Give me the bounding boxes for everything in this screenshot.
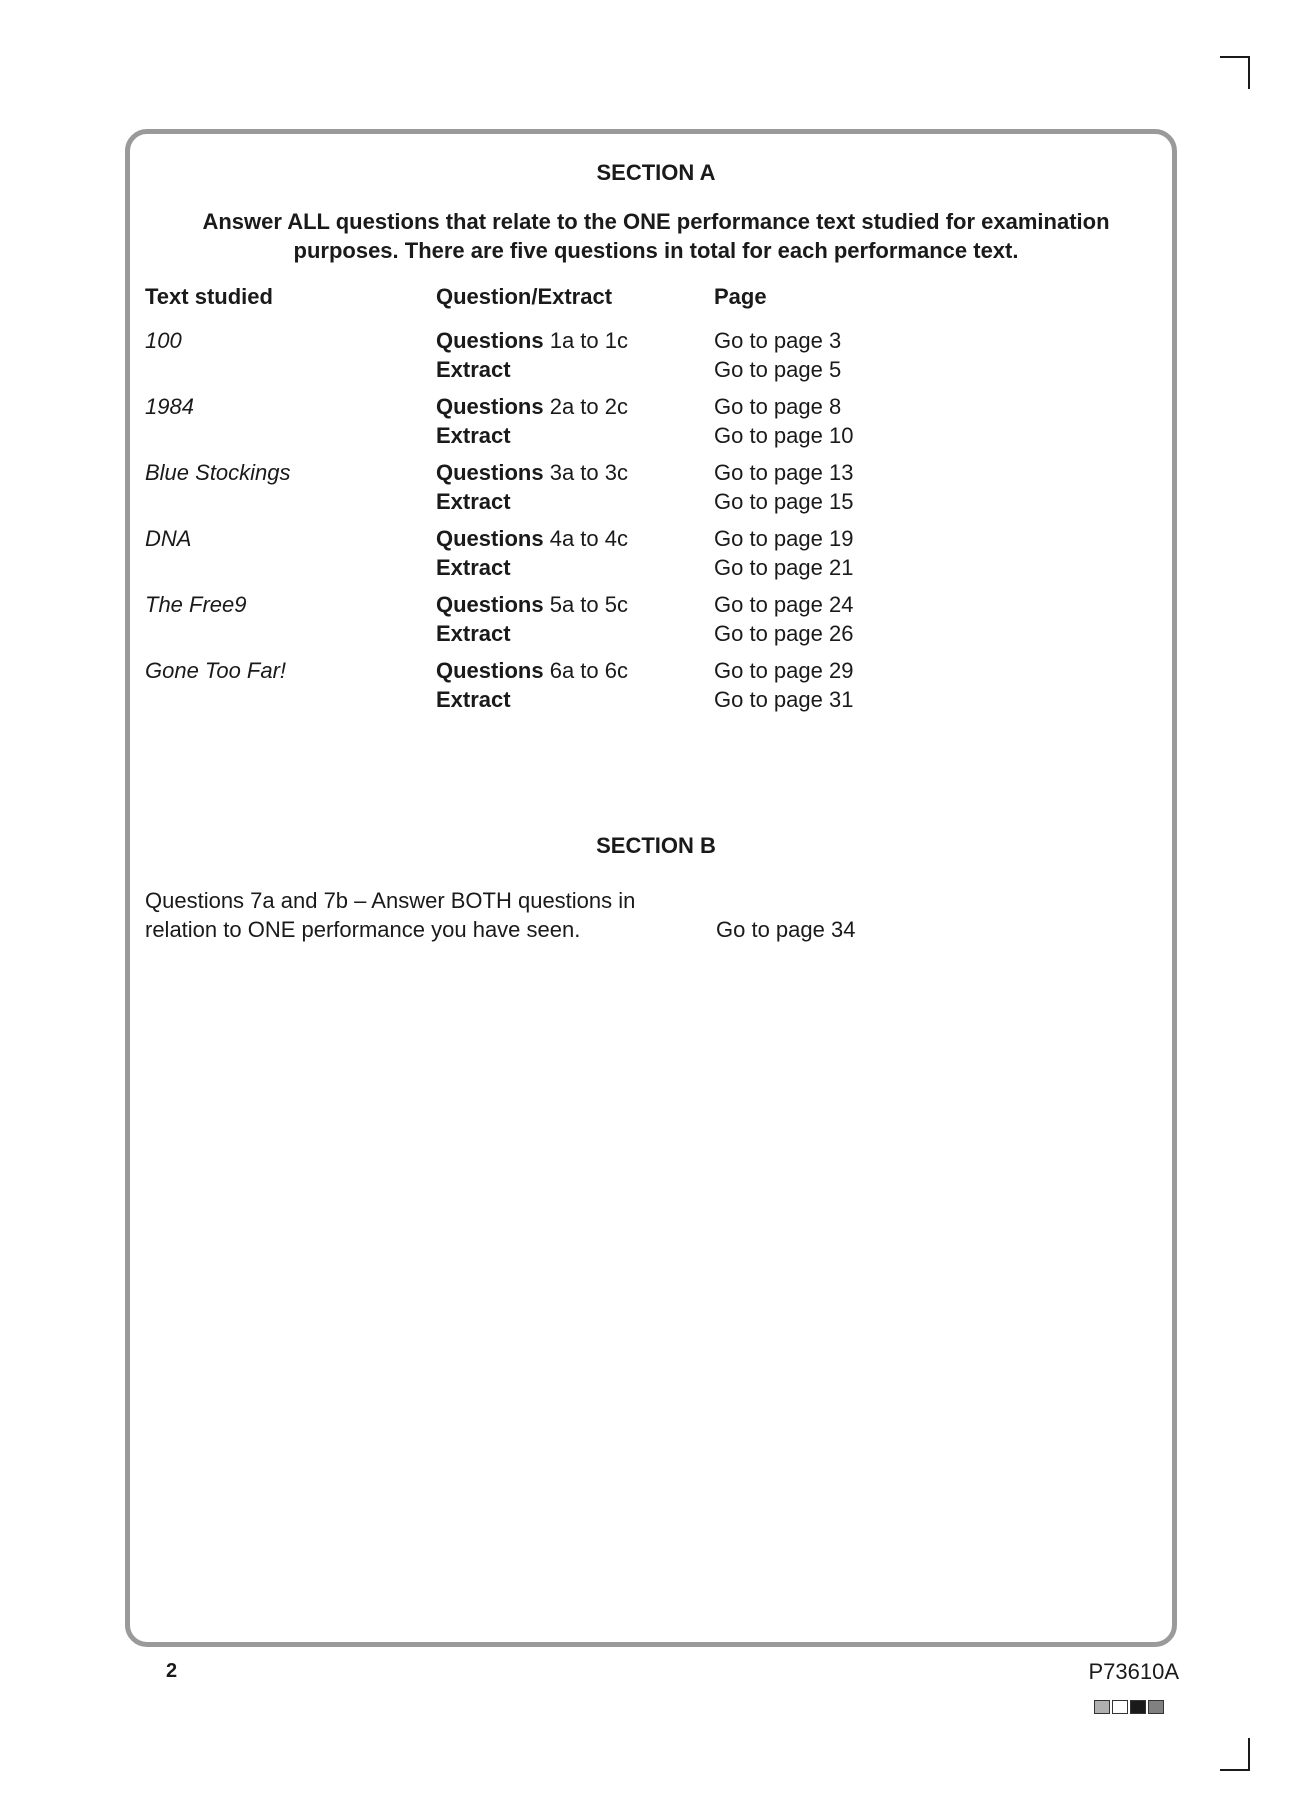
extract-label: Extract [436,687,511,712]
questions-line [436,524,628,553]
crop-mark-top-vertical [1248,56,1250,89]
extract-label: Extract [436,555,511,580]
header-question-extract: Question/Extract [436,284,613,309]
questions-label: Questions [436,658,544,683]
questions-range: 4a to 4c [549,526,628,551]
extract-page: Go to page 5 [714,357,842,382]
questions-line [436,656,628,685]
page-cell [714,524,853,582]
instructions-line-2: purposes. There are five questions in total for each performance text. [293,238,1019,263]
questions-line [436,458,628,487]
questions-page: Go to page 13 [714,460,854,485]
section-b-instructions [145,886,665,944]
crop-mark-top-horizontal [1220,56,1250,58]
questions-label: Questions [436,328,544,353]
extract-label: Extract [436,423,511,448]
content-frame [125,129,1177,1647]
questions-page: Go to page 8 [714,394,842,419]
text-row [130,458,1182,518]
text-title: Blue Stockings [145,460,291,485]
text-row [130,392,1182,452]
questions-label: Questions [436,460,544,485]
questions-label: Questions [436,394,544,419]
barcode-square [1130,1700,1146,1714]
question-extract-cell [436,326,628,384]
page-number: 2 [166,1660,178,1682]
question-extract-cell [436,590,628,648]
extract-label: Extract [436,621,511,646]
paper-reference: P73610A [1088,1659,1179,1684]
text-row [130,524,1182,584]
page-cell [714,590,853,648]
section-a-instructions [170,207,1142,265]
barcode-square [1094,1700,1110,1714]
instructions-line-1: Answer ALL questions that relate to the ONE performance text studied for examination [202,209,1110,234]
question-extract-cell [436,656,628,714]
section-a-heading: SECTION A [596,160,716,185]
question-extract-cell [436,392,628,450]
extract-page: Go to page 26 [714,621,854,646]
header-text-studied: Text studied [145,284,273,309]
text-row [130,590,1182,650]
page-cell [714,656,853,714]
questions-line [436,392,628,421]
questions-label: Questions [436,592,544,617]
extract-label: Extract [436,489,511,514]
section-b-page: Go to page 34 [716,917,856,942]
questions-page: Go to page 19 [714,526,854,551]
questions-page: Go to page 29 [714,658,854,683]
extract-page: Go to page 10 [714,423,854,448]
page-cell [714,458,853,516]
crop-mark-bottom-horizontal [1220,1769,1250,1771]
questions-range: 6a to 6c [549,658,628,683]
header-page: Page [714,284,767,309]
page-cell [714,326,841,384]
text-title: The Free9 [145,592,247,617]
barcode-square [1112,1700,1128,1714]
questions-range: 5a to 5c [549,592,628,617]
extract-label: Extract [436,357,511,382]
barcode-icon [1094,1700,1164,1714]
text-row [130,326,1182,386]
section-b-line-1: Questions 7a and 7b – Answer BOTH questions in [145,888,636,913]
text-title: 1984 [145,394,194,419]
section-b-line-2: relation to ONE performance you have seen. [145,917,581,942]
questions-page: Go to page 3 [714,328,842,353]
text-title: Gone Too Far! [145,658,287,683]
questions-range: 3a to 3c [549,460,628,485]
question-extract-cell [436,524,628,582]
text-title: 100 [145,328,182,353]
crop-mark-bottom-vertical [1248,1738,1250,1771]
barcode-square [1148,1700,1164,1714]
questions-line [436,326,628,355]
text-row [130,656,1182,716]
question-extract-cell [436,458,628,516]
text-title: DNA [145,526,192,551]
questions-page: Go to page 24 [714,592,854,617]
questions-line [436,590,628,619]
questions-label: Questions [436,526,544,551]
questions-range: 1a to 1c [549,328,628,353]
questions-range: 2a to 2c [549,394,628,419]
section-b-heading: SECTION B [596,833,716,858]
page-cell [714,392,853,450]
extract-page: Go to page 21 [714,555,854,580]
extract-page: Go to page 15 [714,489,854,514]
extract-page: Go to page 31 [714,687,854,712]
